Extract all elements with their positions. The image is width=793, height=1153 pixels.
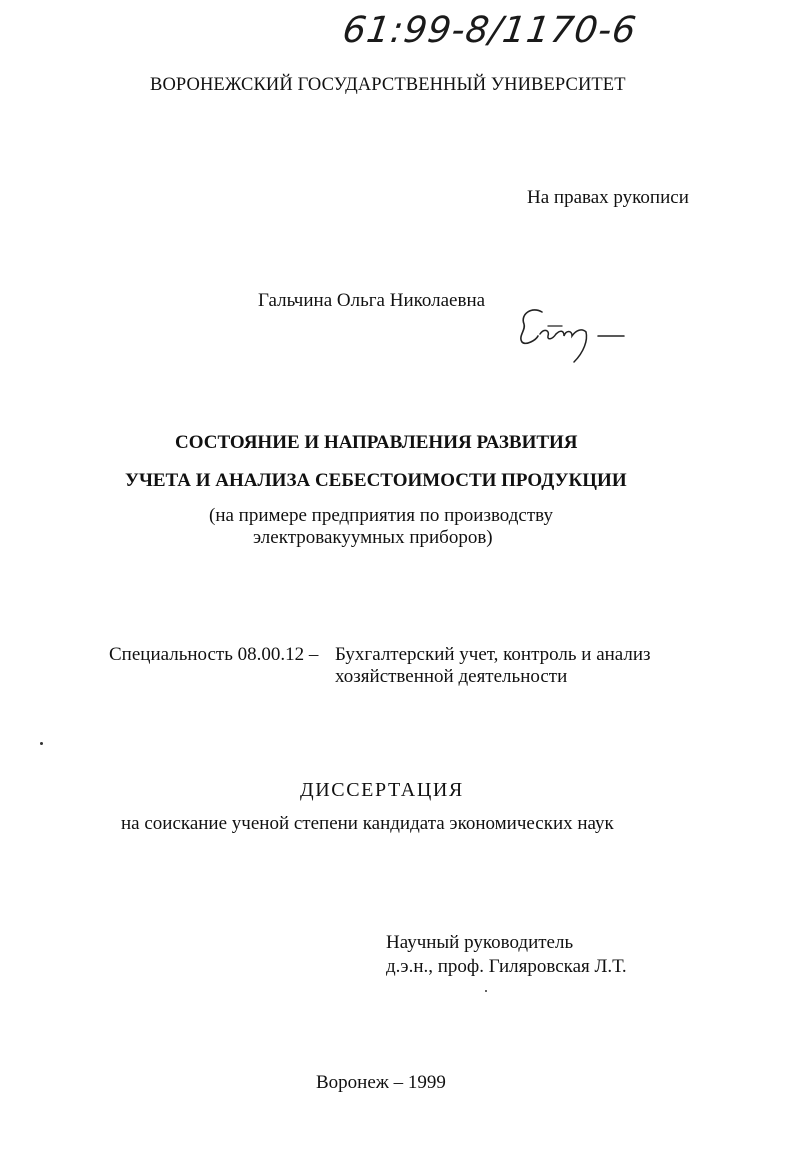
- handwritten-number-text: 61:99-8/1170-6: [340, 10, 640, 51]
- supervisor-name: д.э.н., проф. Гиляровская Л.Т.: [386, 956, 627, 977]
- signature-icon: [514, 300, 634, 366]
- dissertation-heading: ДИССЕРТАЦИЯ: [300, 779, 464, 801]
- supervisor-label: Научный руководитель: [386, 932, 574, 953]
- author-signature: [514, 300, 634, 366]
- title-line-2: УЧЕТА И АНАЛИЗА СЕБЕСТОИМОСТИ ПРОДУКЦИИ: [125, 470, 627, 491]
- stray-mark: [485, 990, 487, 992]
- stray-mark: [40, 742, 43, 745]
- specialty-name-line-1: Бухгалтерский учет, контроль и анализ: [335, 644, 651, 665]
- title-line-1: СОСТОЯНИЕ И НАПРАВЛЕНИЯ РАЗВИТИЯ: [175, 432, 578, 453]
- handwritten-archive-number: [340, 10, 639, 51]
- author-name: Гальчина Ольга Николаевна: [258, 290, 486, 311]
- university-name: ВОРОНЕЖСКИЙ ГОСУДАРСТВЕННЫЙ УНИВЕРСИТЕТ: [150, 75, 626, 95]
- manuscript-rights-note: На правах рукописи: [527, 187, 689, 208]
- subtitle-line-1: (на примере предприятия по производству: [209, 505, 553, 526]
- subtitle-line-2: электровакуумных приборов): [253, 527, 493, 548]
- city-year: Воронеж – 1999: [316, 1072, 446, 1093]
- specialty-name-line-2: хозяйственной деятельности: [335, 666, 568, 687]
- dissertation-purpose: на соискание ученой степени кандидата экономических наук: [121, 813, 614, 834]
- specialty-label: Специальность 08.00.12 –: [109, 644, 319, 665]
